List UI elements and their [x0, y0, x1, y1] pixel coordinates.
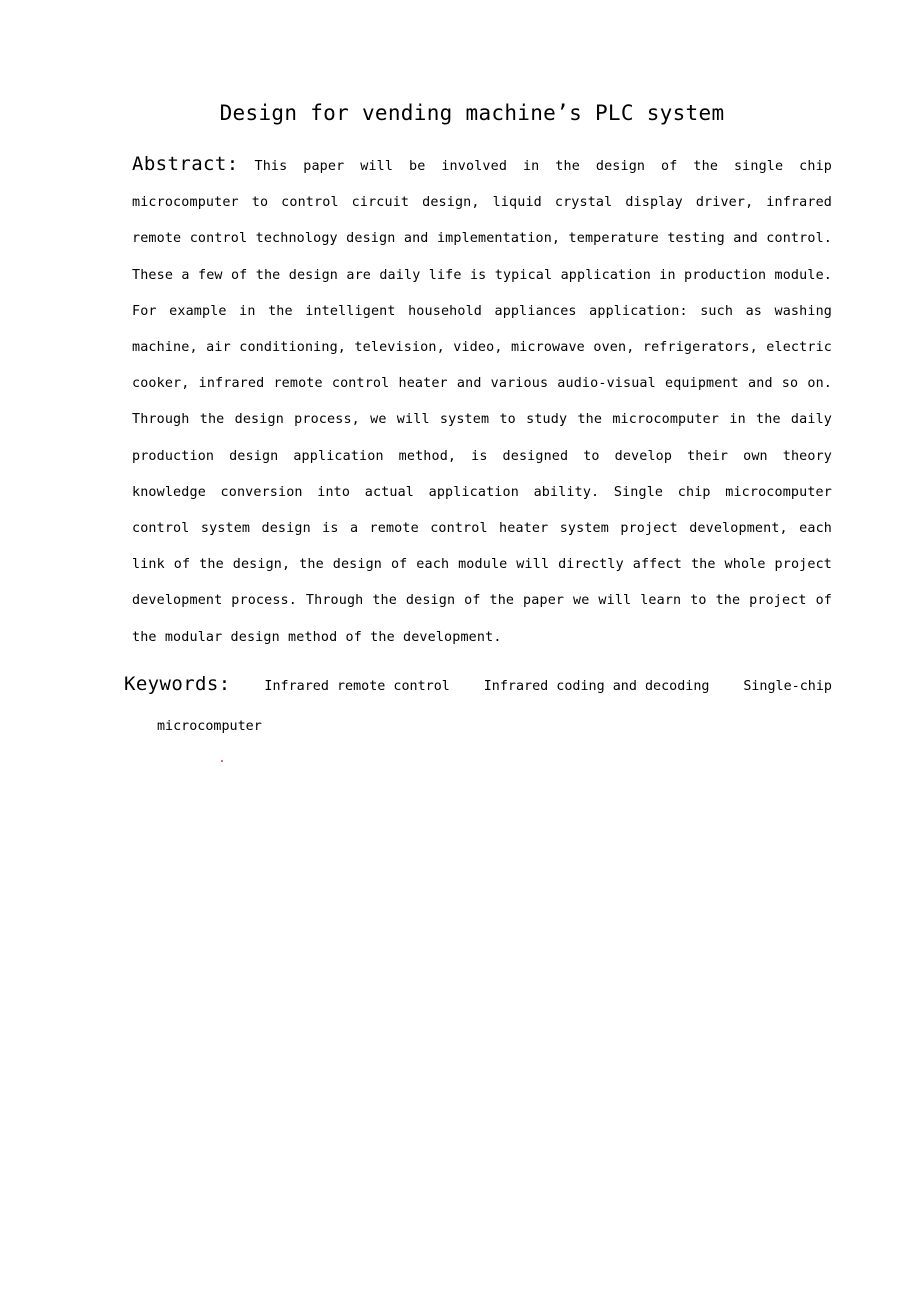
keyword-item: microcomputer: [157, 719, 262, 734]
keyword-item: Single-chip: [743, 679, 832, 694]
keywords-line: [124, 664, 832, 707]
keyword-item: Infrared coding and decoding: [483, 679, 710, 694]
document-title: Design for vending machine’s PLC system: [219, 101, 725, 125]
abstract-label: Abstract:: [132, 153, 239, 175]
abstract-paragraph: [132, 146, 832, 656]
keywords-label: Keywords:: [124, 673, 231, 695]
abstract-text: This paper will be involved in the design of the single chip microcomputer to control circuit design, liquid crystal display driver, infrared remote control technology design and implementation, temperature testing and control. These a few of the design are daily life is typical application in production module. For example in the intelligent household appliances application: such as washing machine, air conditioning, television, video, microwave oven, refrigerators, electric cooker, infrared remote control heater and various audio-visual equipment and so on. Through the design process, we will system to study the microcomputer in the daily production design application method, is designed to develop their own theory knowledge conversion into actual application ability. Single chip microcomputer control system design is a remote control heater system project development, each link of the design, the design of each module will directly affect the whole project development process. Through the design of the paper we will learn to the project of the modular design method of the development.: [132, 159, 832, 645]
keyword-item: Infrared remote control: [264, 679, 450, 694]
keywords-line-continued: [124, 707, 832, 747]
keywords-section: [124, 664, 832, 747]
red-dot-mark: [221, 760, 223, 762]
